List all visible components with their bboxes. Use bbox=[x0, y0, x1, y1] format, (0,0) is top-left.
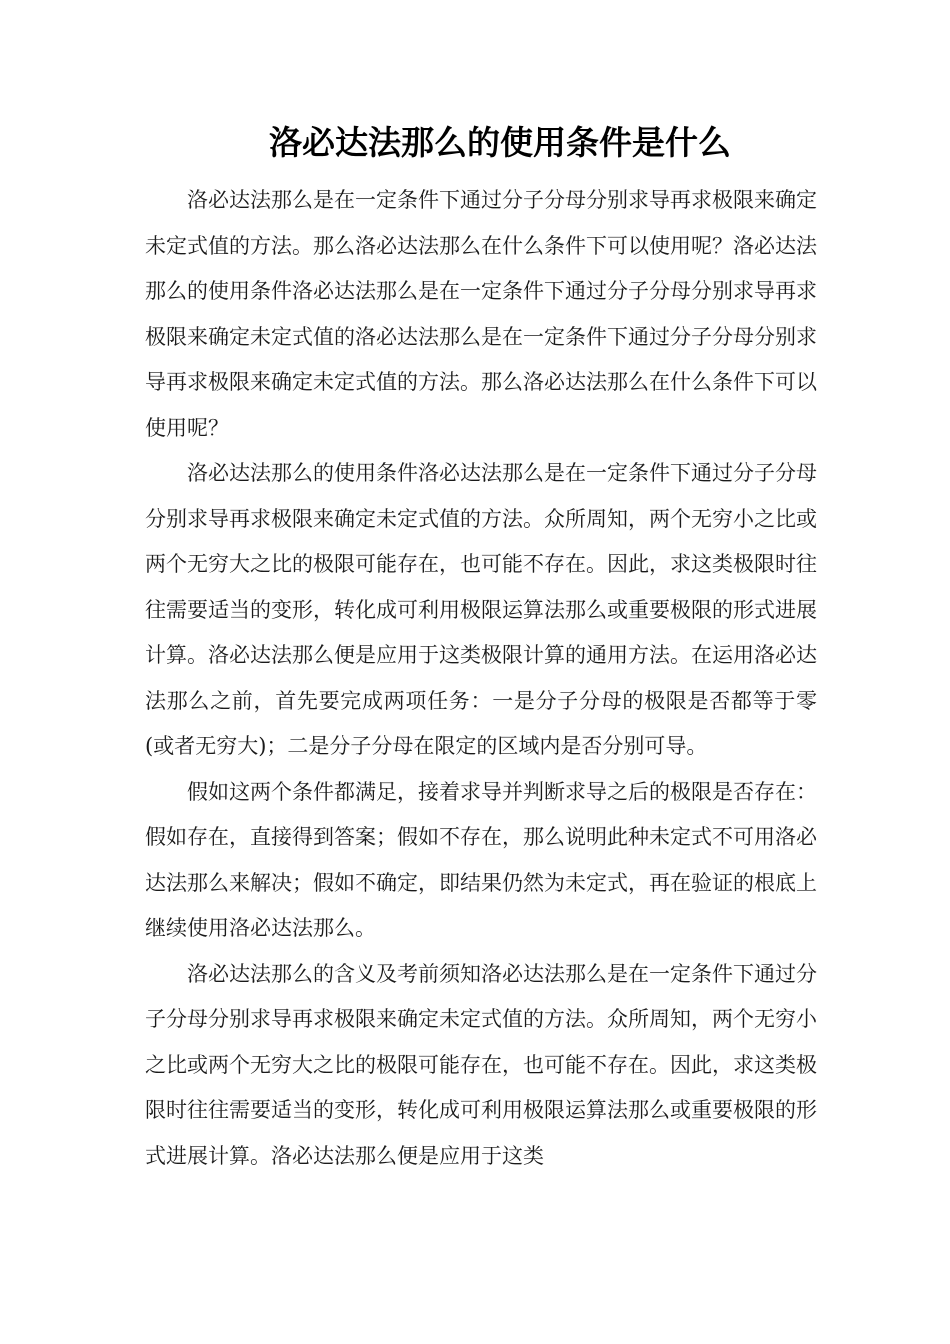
paragraph: 假如这两个条件都满足，接着求导并判断求导之后的极限是否存在：假如存在，直接得到答案；假如不存在，那么说明此种未定式不可用洛必达法那么来解决；假如不确定，即结果仍然为未定式，再在验证的根底上继续使用洛必达法那么。 bbox=[145, 779, 817, 940]
paragraph: 洛必达法那么的使用条件洛必达法那么是在一定条件下通过分子分母分别求导再求极限来确定未定式值的方法。众所周知，两个无穷小之比或两个无穷大之比的极限可能存在，也可能不存在。因此，求这类极限时往往需要适当的变形，转化成可利用极限运算法那么或重要极限的形式进展计算。洛必达法那么便是应用于这类极限计算的通用方法。在运用洛必达法那么之前，首先要完成两项任务：一是分子分母的极限是否都等于零(或者无穷大)；二是分子分母在限定的区域内是否分别可导。 bbox=[145, 461, 817, 758]
paragraph: 洛必达法那么的含义及考前须知洛必达法那么是在一定条件下通过分子分母分别求导再求极限来确定未定式值的方法。众所周知，两个无穷小之比或两个无穷大之比的极限可能存在，也可能不存在。因此，求这类极限时往往需要适当的变形，转化成可利用极限运算法那么或重要极限的形式进展计算。洛必达法那么便是应用于这类 bbox=[145, 961, 817, 1168]
document-body bbox=[145, 178, 817, 1179]
document-title: 洛必达法那么的使用条件是什么 bbox=[269, 123, 731, 162]
paragraph: 洛必达法那么是在一定条件下通过分子分母分别求导再求极限来确定未定式值的方法。那么洛必达法那么在什么条件下可以使用呢？洛必达法那么的使用条件洛必达法那么是在一定条件下通过分子分母分别求导再求极限来确定未定式值的洛必达法那么是在一定条件下通过分子分母分别求导再求极限来确定未定式值的方法。那么洛必达法那么在什么条件下可以使用呢？ bbox=[145, 188, 817, 440]
